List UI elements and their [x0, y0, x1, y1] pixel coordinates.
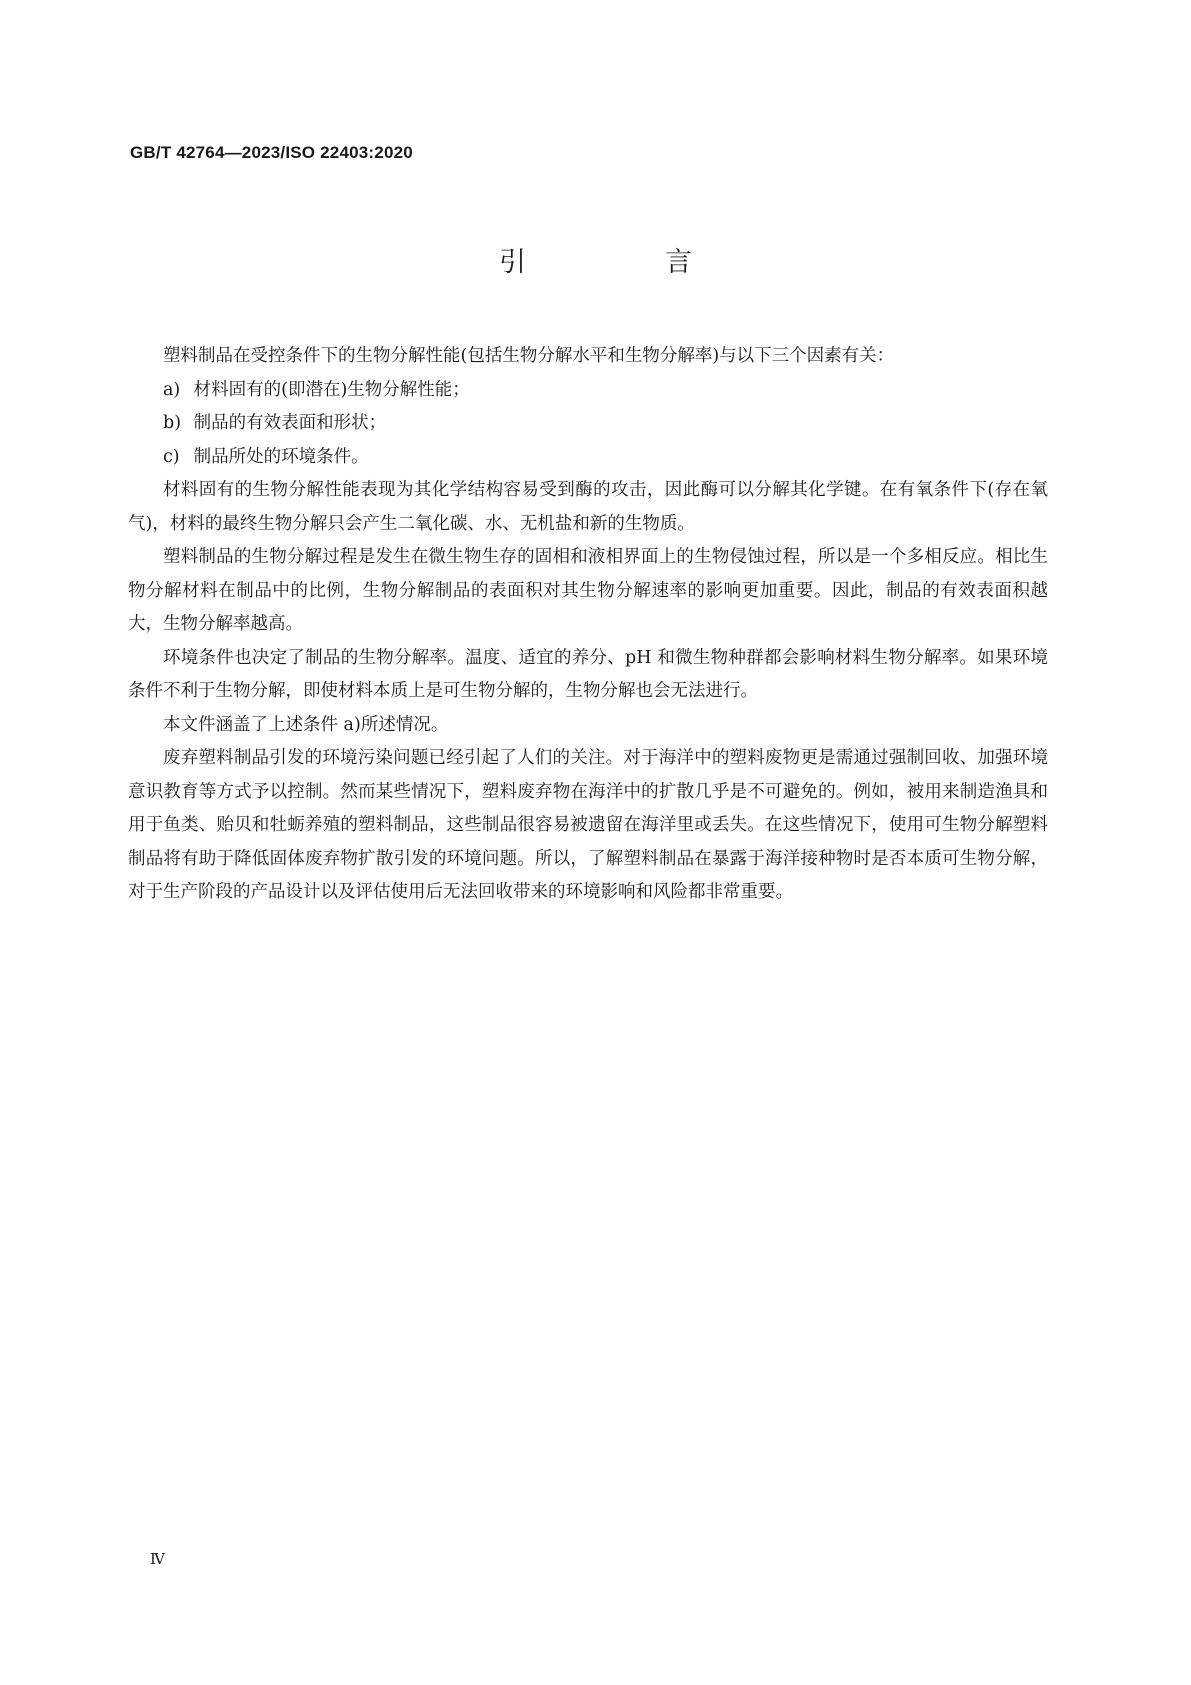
list-item: [128, 407, 1048, 441]
body-paragraph: 本文件涵盖了上述条件 a)所述情况。: [163, 714, 449, 735]
list-item: [128, 374, 1048, 408]
list-marker: b): [163, 413, 182, 433]
page-number: Ⅳ: [150, 1550, 165, 1568]
page-title: 引 言: [499, 247, 748, 278]
document-body: [128, 340, 1048, 910]
body-paragraph: 材料固有的生物分解性能表现为其化学结构容易受到酶的攻击，因此酶可以分解其化学键。在有氧条件下(存在氧气)，材料的最终生物分解只会产生二氧化碳、水、无机盐和新的生物质。: [128, 480, 1048, 534]
body-paragraph: 环境条件也决定了制品的生物分解率。温度、适宜的养分、pH 和微生物种群都会影响材料生物分解率。如果环境条件不利于生物分解，即使材料本质上是可生物分解的，生物分解也会无法进行。: [128, 647, 1048, 701]
intro-paragraph: 塑料制品在受控条件下的生物分解性能(包括生物分解水平和生物分解率)与以下三个因素有关：: [163, 346, 895, 366]
list-marker: a): [163, 379, 181, 400]
list-marker: c): [163, 446, 180, 467]
standard-code: GB/T 42764—2023/ISO 22403:2020: [130, 143, 413, 162]
list-item-text: 制品所处的环境条件。: [193, 446, 369, 467]
body-paragraph: 塑料制品的生物分解过程是发生在微生物生存的固相和液相界面上的生物侵蚀过程，所以是一个多相反应。相比生物分解材料在制品中的比例，生物分解制品的表面积对其生物分解速率的影响更加重要。因此，制品的有效表面积越大，生物分解率越高。: [128, 547, 1048, 634]
list-item-text: 制品的有效表面和形状；: [193, 413, 387, 433]
list-item-text: 材料固有的(即潜在)生物分解性能；: [193, 379, 470, 400]
body-paragraph: 废弃塑料制品引发的环境污染问题已经引起了人们的关注。对于海洋中的塑料废物更是需通过强制回收、加强环境意识教育等方式予以控制。然而某些情况下，塑料废弃物在海洋中的扩散几乎是不可避免的。例如，被用来制造渔具和用于鱼类、贻贝和牡蛎养殖的塑料制品，这些制品很容易被遗留在海洋里或丢失。在这些情况下，使用可生物分解塑料制品将有助于降低固体废弃物扩散引发的环境问题。所以，了解塑料制品在暴露于海洋接种物时是否本质可生物分解，对于生产阶段的产品设计以及评估使用后无法回收带来的环境影响和风险都非常重要。: [128, 748, 1048, 902]
list-item: [128, 441, 1048, 475]
